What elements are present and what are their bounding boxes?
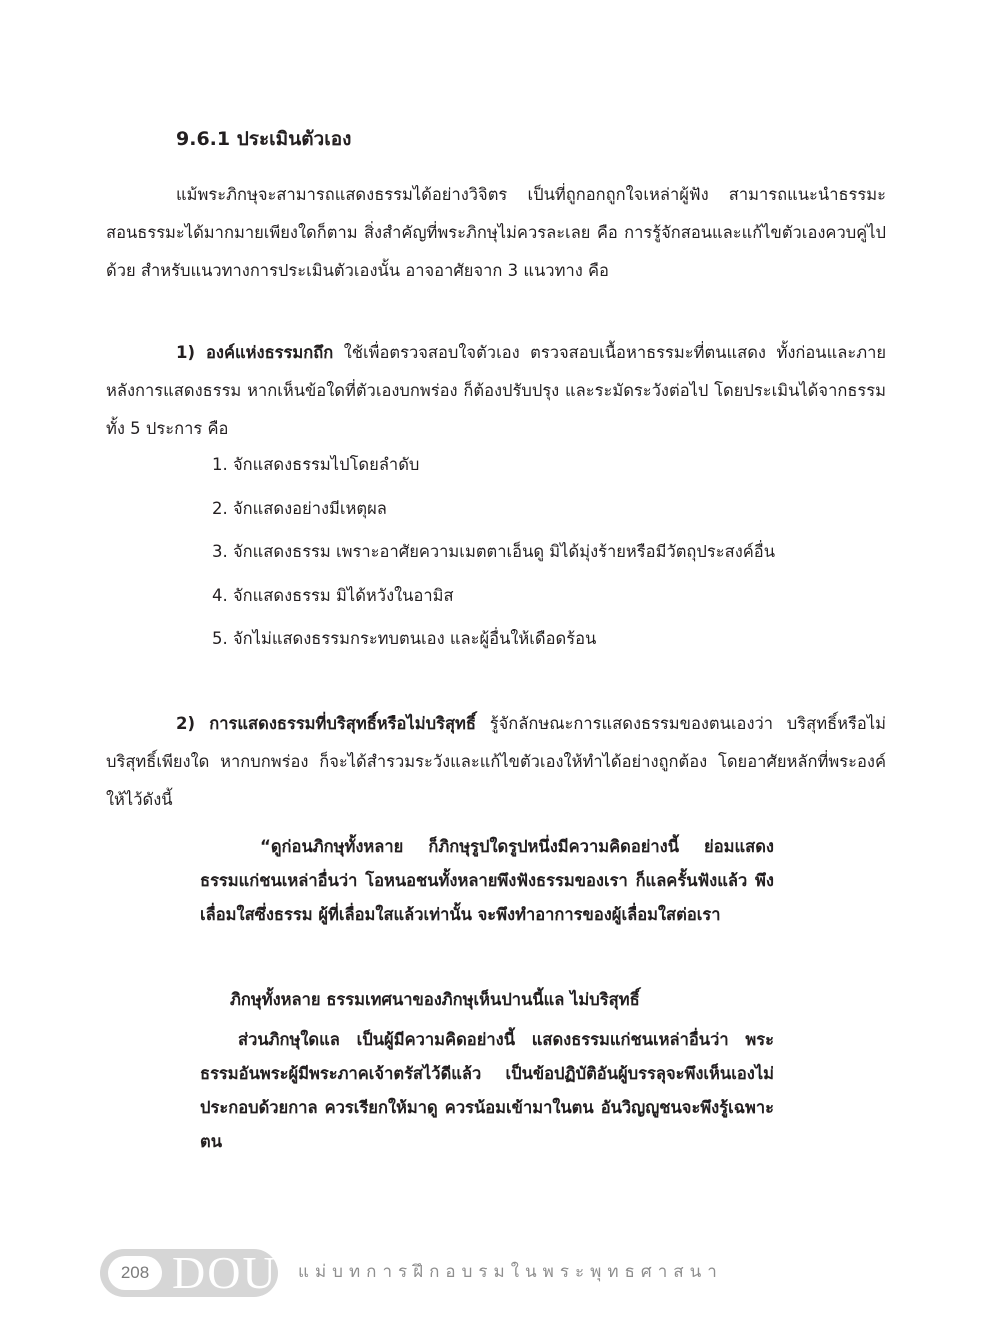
list-item: 1. จักแสดงธรรมไปโดยลำดับ bbox=[212, 455, 420, 474]
list-item: 2. จักแสดงอย่างมีเหตุผล bbox=[212, 498, 387, 518]
quote-paragraph-3: ส่วนภิกษุใดแล เป็นผู้มีความคิดอย่างนี้ แสดงธรรมแก่ชนเหล่าอื่นว่า พระธรรมอันพระผู้มีพระภาคเจ้าตรัสไว้ดีแล้ว เป็นข้อปฏิบัติอันผู้บรรลุจะพึงเห็นเองไม่ประกอบด้วยกาล ควรเรียกให้มาดู ควรน้อมเข้ามาในตน อันวิญญูชนจะพึงรู้เฉพาะตน bbox=[200, 1030, 774, 1151]
part2-title: 2) การแสดงธรรมที่บริสุทธิ์หรือไม่บริสุทธิ์ bbox=[176, 714, 476, 733]
section-heading: 9.6.1 ประเมินตัวเอง bbox=[176, 128, 352, 150]
part1-body: ใช้เพื่อตรวจสอบใจตัวเอง ตรวจสอบเนื้อหาธรรมะที่ตนแสดง ทั้งก่อนและภายหลังการแสดงธรรม หากเห็นข้อใดที่ตัวเองบกพร่อง ก็ต้องปรับปรุง และระมัดระวังต่อไป โดยประเมินได้จากธรรมทั้ง 5 ประการ คือ bbox=[106, 343, 887, 438]
intro-text: แม้พระภิกษุจะสามารถแสดงธรรมได้อย่างวิจิตร เป็นที่ถูกอกถูกใจเหล่าผู้ฟัง สามารถแนะนำธรรมะสอนธรรมะได้มากมายเพียงใดก็ตาม สิ่งสำคัญที่พระภิกษุไม่ควรละเลย คือ การรู้จักสอนและแก้ไขตัวเองควบคู่ไปด้วย สำหรับแนวทางการประเมินตัวเองนั้น อาจอาศัยจาก 3 แนวทาง คือ bbox=[106, 185, 886, 280]
part1-title: 1) องค์แห่งธรรมกถึก bbox=[176, 343, 334, 362]
list-item: 3. จักแสดงธรรม เพราะอาศัยความเมตตาเอ็นดู มิได้มุ่งร้ายหรือมีวัตถุประสงค์อื่น bbox=[212, 542, 775, 561]
page-footer bbox=[100, 1242, 860, 1304]
part2-paragraph bbox=[106, 705, 886, 819]
dhamma-list bbox=[212, 446, 775, 664]
page-number: 208 bbox=[108, 1256, 162, 1290]
list-item: 4. จักแสดงธรรม มิได้หวังในอามิส bbox=[212, 585, 454, 605]
book-title: แม่บทการฝึกอบรมในพระพุทธศาสนา bbox=[298, 1262, 723, 1282]
list-item: 5. จักไม่แสดงธรรมกระทบตนเอง และผู้อื่นให้เดือดร้อน bbox=[212, 629, 597, 648]
dou-logo: DOU bbox=[172, 1247, 278, 1298]
quote-paragraph-1: “ดูก่อนภิกษุทั้งหลาย ก็ภิกษุรูปใดรูปหนึ่งมีความคิดอย่างนี้ ย่อมแสดงธรรมแก่ชนเหล่าอื่นว่า โอหนอชนทั้งหลายพึงฟังธรรมของเรา ก็แลครั้นฟังแล้ว พึงเลื่อมใสซึ่งธรรม ผู้ที่เลื่อมใสแล้วเท่านั้น จะพึงทำอาการของผู้เลื่อมใสต่อเรา bbox=[200, 837, 774, 924]
part2-body: รู้จักลักษณะการแสดงธรรมของตนเองว่า บริสุทธิ์หรือไม่บริสุทธิ์เพียงใด หากบกพร่อง ก็จะได้สำรวมระวังและแก้ไขตัวเองให้ทำได้อย่างถูกต้อง โดยอาศัยหลักที่พระองค์ให้ไว้ดังนี้ bbox=[106, 714, 886, 809]
part1-paragraph bbox=[106, 334, 886, 448]
quote-paragraph-2: ภิกษุทั้งหลาย ธรรมเทศนาของภิกษุเห็นปานนี้แล ไม่บริสุทธิ์ bbox=[230, 990, 640, 1009]
footer-badge bbox=[100, 1249, 278, 1297]
intro-paragraph bbox=[106, 176, 886, 290]
